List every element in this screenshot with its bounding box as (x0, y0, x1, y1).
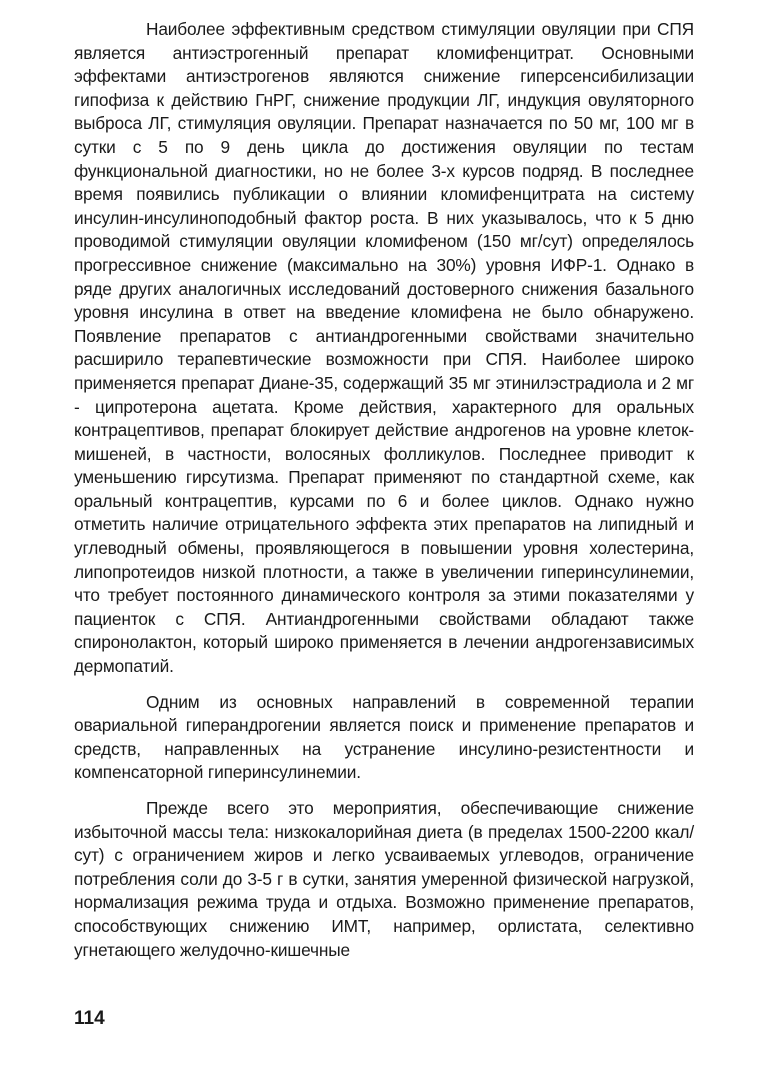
page-number: 114 (74, 1008, 105, 1029)
paragraph-insulin-resistance-therapy: Одним из основных направлений в современной терапии овариальной гиперандрогении является поиск и применение препаратов и средств, направленных на устранение инсулино-резистентности и компенсаторной гиперинсулинемии. (74, 691, 694, 783)
paragraph-weight-reduction: Прежде всего это мероприятия, обеспечивающие снижение избыточной массы тела: низкокалорийная диета (в пределах 1500-2200 ккал/сут) с ограничением жиров и легко усваиваемых углеводов, ограничение потребления соли до 3-5 г в сутки, занятия умеренной физической нагрузкой, нормализация режима труда и отдыха. Возможно применение препаратов, способствующих снижению ИМТ, например, орлистата, селективно угнетающего желудочно-кишечные (74, 798, 694, 960)
paragraph-clomiphene-antiandrogens: Наиболее эффективным средством стимуляции овуляции при СПЯ является антиэстрогенный препарат кломифенцитрат. Основными эффектами антиэстрогенов являются снижение гиперсенсибилизации гипофиза к действию ГнРГ, снижение продукции ЛГ, индукция овуляторного выброса ЛГ, стимуляция овуляции. Препарат назначается по 50 мг, 100 мг в сутки с 5 по 9 день цикла до достижения овуляции по тестам функциональной диагностики, но не более 3-х курсов подряд. В последнее время появились публикации о влиянии кломифенцитрата на систему инсулин-инсулиноподобный фактор роста. В них указывалось, что к 5 дню проводимой стимуляции овуляции кломифеном (150 мг/сут) определялось прогрессивное снижение (максимально на 30%) уровня ИФР-1. Однако в ряде других аналогичных исследований достоверного снижения базального уровня инсулина в ответ на введение кломифена не было обнаружено. Появление препаратов с антиандрогенными свойствами значительно расширило терапевтические возможности при СПЯ. Наиболее широко применяется препарат Диане-35, содержащий 35 мг этинилэстрадиола и 2 мг - ципротерона ацетата. Кроме действия, характерного для оральных контрацептивов, препарат блокирует действие андрогенов на уровне клеток-мишеней, в частности, волосяных фолликулов. Последнее приводит к уменьшению гирсутизма. Препарат применяют по стандартной схеме, как оральный контрацептив, курсами по 6 и более циклов. Однако нужно отметить наличие отрицательного эффекта этих препаратов на липидный и углеводный обмены, проявляющегося в повышении уровня холестерина, липопротеидов низкой плотности, а также в увеличении гиперинсулинемии, что требует постоянного динамического контроля за этими показателями у пациенток с СПЯ. Антиандрогенными свойствами обладают также спиронолактон, который широко применяется в лечении андрогензависимых дермопатий. (74, 19, 694, 677)
page-body (74, 18, 694, 974)
